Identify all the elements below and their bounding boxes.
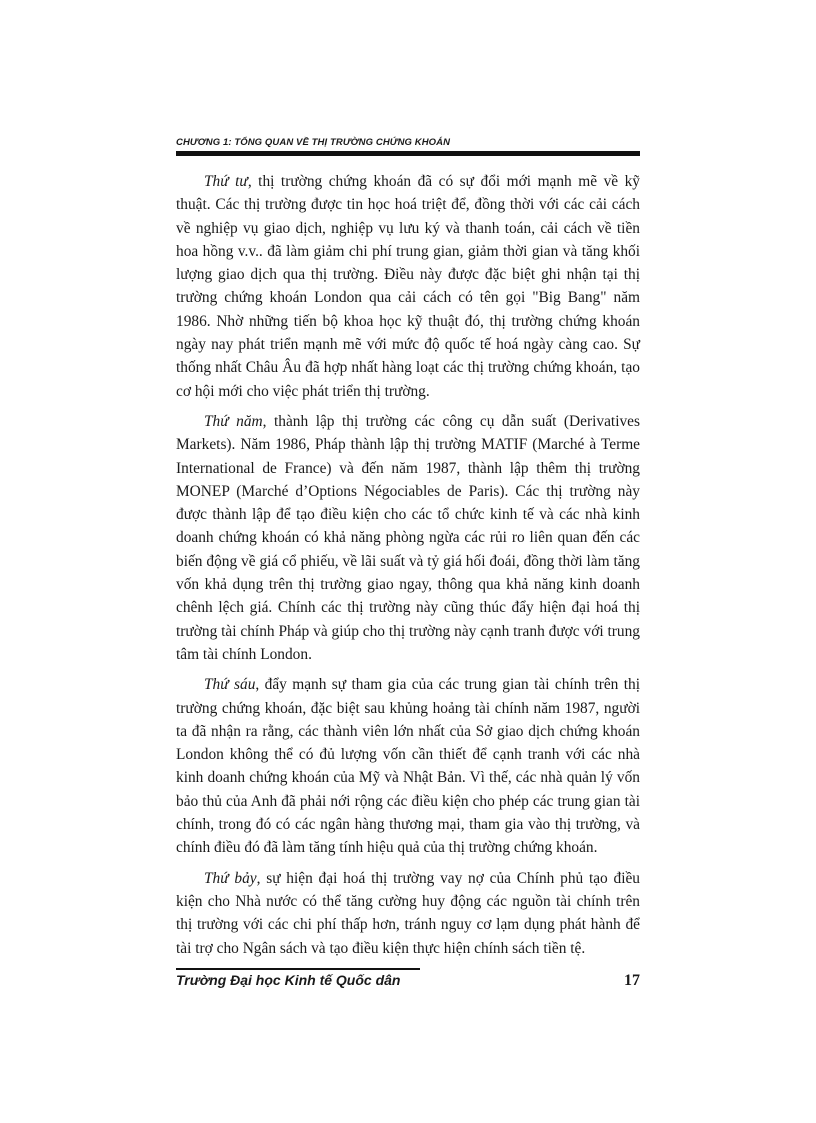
body-text	[176, 170, 640, 967]
paragraph-text: , đẩy mạnh sự tham gia của các trung gian tài chính trên thị trường chứng khoán, đặc biệt sau khủng hoảng tài chính năm 1987, người ta đã nhận ra rằng, các thành viên lớn nhất của Sở giao dịch chứng khoán London không thể có đủ lượng vốn cần thiết để cạnh tranh với các nhà kinh doanh chứng khoán của Mỹ và Nhật Bản. Vì thế, các nhà quản lý vốn bảo thủ của Anh đã phải nới rộng các điều kiện cho phép các trung gian tài chính, trong đó có các ngân hàng thương mại, tham gia vào thị trường, và chính điều đó đã làm tăng tính hiệu quả của thị trường chứng khoán.	[176, 676, 640, 857]
paragraph-text: , thành lập thị trường các công cụ dẫn suất (Derivatives Markets). Năm 1986, Pháp thành lập thị trường MATIF (Marché à Terme International de France) và đến năm 1987, thành lập thêm thị trường MONEP (Marché d’Options Négociables de Paris). Các thị trường này được thành lập để tạo điều kiện cho các tổ chức kinh tế và các nhà kinh doanh chứng khoán có khả năng phòng ngừa các rủi ro liên quan đến các biến động về giá cổ phiếu, về lãi suất và tỷ giá hối đoái, đồng thời làm tăng vốn khả dụng trên thị trường giao ngay, thông qua khả năng kinh doanh chênh lệch giá. Chính các thị trường này cũng thúc đẩy hiện đại hoá thị trường tài chính Pháp và giúp cho thị trường này cạnh tranh được với trung tâm tài chính London.	[176, 412, 640, 663]
paragraph-lead: Thứ năm	[204, 412, 263, 430]
footer-divider	[176, 968, 420, 970]
footer-institution: Trường Đại học Kinh tế Quốc dân	[176, 972, 401, 988]
paragraph	[176, 170, 640, 403]
paragraph-text: , thị trường chứng khoán đã có sự đổi mới mạnh mẽ về kỹ thuật. Các thị trường được tin học hoá triệt để, đồng thời với các cải cách về nghiệp vụ giao dịch, nghiệp vụ lưu ký và thanh toán, cải cách về tiền hoa hồng v.v.. đã làm giảm chi phí trung gian, giảm thời gian và tăng khối lượng giao dịch qua thị trường. Điều này được đặc biệt ghi nhận tại thị trường chứng khoán London qua cải cách có tên gọi "Big Bang" năm 1986. Nhờ những tiến bộ khoa học kỹ thuật đó, thị trường chứng khoán ngày nay phát triển mạnh mẽ với mức độ quốc tế hoá ngày càng cao. Sự thống nhất Châu Âu đã hợp nhất hàng loạt các thị trường chứng khoán, tạo cơ hội mới cho việc phát triển thị trường.	[176, 173, 640, 400]
page-number: 17	[624, 972, 640, 989]
paragraph-lead: Thứ sáu	[204, 676, 256, 694]
paragraph-text: , sự hiện đại hoá thị trường vay nợ của Chính phủ tạo điều kiện cho Nhà nước có thể tăng cường huy động các nguồn tài chính trên thị trường với các chi phí thấp hơn, tránh nguy cơ lạm dụng phát hành để tài trợ cho Ngân sách và tạo điều kiện thực hiện chính sách tiền tệ.	[176, 869, 641, 957]
paragraph	[176, 867, 640, 960]
chapter-header: CHƯƠNG 1: TỔNG QUAN VỀ THỊ TRƯỜNG CHỨNG KHOÁN	[176, 137, 451, 148]
paragraph-lead: Thứ bảy	[204, 869, 257, 887]
paragraph-lead: Thứ tư	[204, 173, 248, 190]
paragraph	[176, 673, 640, 859]
paragraph	[176, 410, 640, 666]
header-divider	[176, 151, 640, 156]
